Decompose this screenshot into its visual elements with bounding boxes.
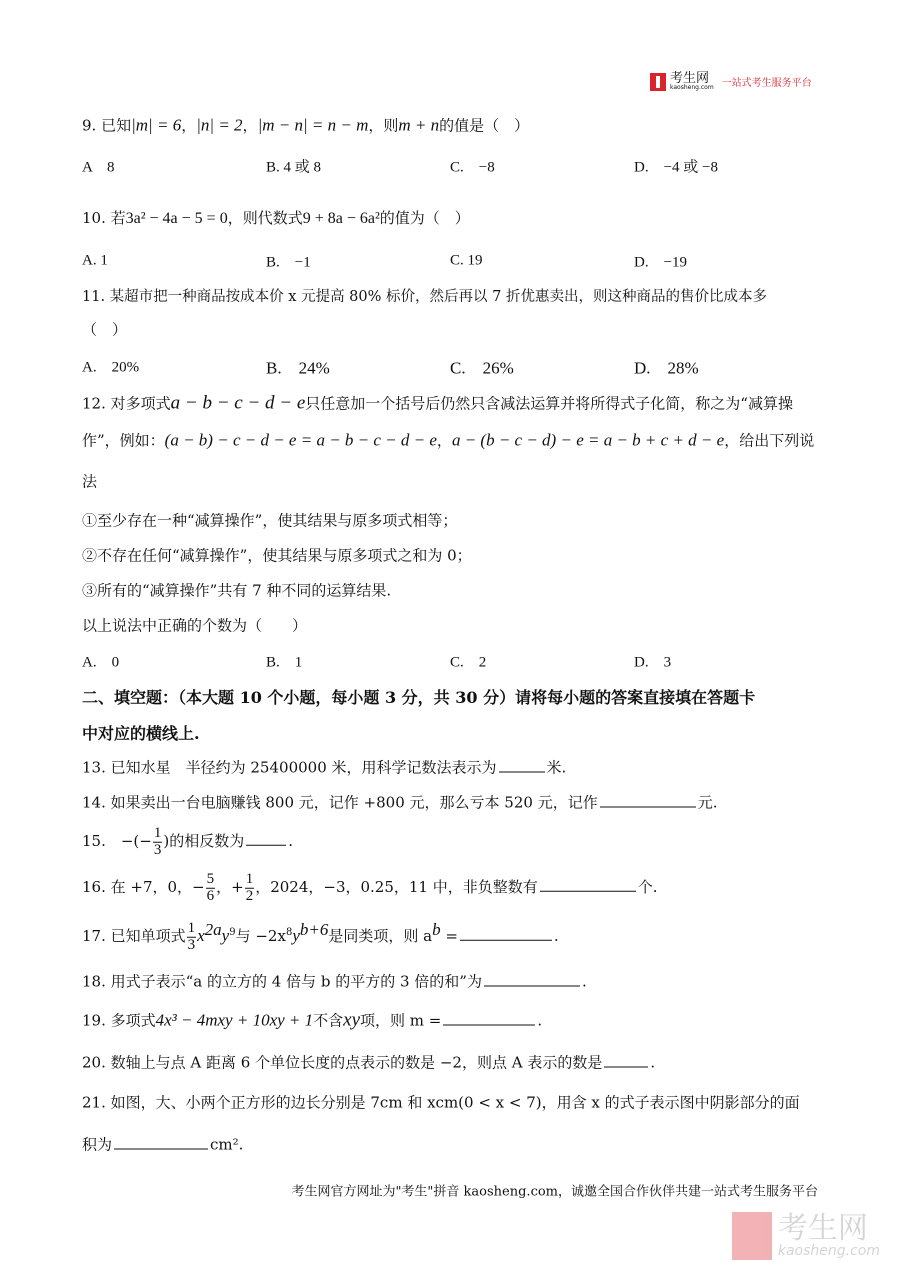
watermark-brand: 考生网	[777, 1211, 868, 1246]
q9-option-c: C. −8	[450, 159, 495, 176]
q9-option-d: D. −4 或 −8	[634, 159, 719, 176]
q15-fraction	[153, 826, 163, 859]
q19-mid: 不含	[313, 1011, 344, 1030]
q15-post: )的相反数为	[163, 832, 245, 850]
q12-polynomial: a − b − c − d − e	[170, 392, 306, 414]
kaosheng-logo-icon	[650, 73, 666, 91]
q12-line2-post: ，给出下列说	[724, 431, 815, 450]
q11-option-a: A. 20%	[82, 359, 140, 376]
q10-option-c: C. 19	[450, 252, 483, 269]
q12-example-line	[82, 432, 814, 449]
watermark	[732, 1212, 880, 1260]
question-10	[82, 211, 470, 227]
q12-pre: 12. 对多项式	[82, 394, 171, 413]
answer-blank	[604, 1066, 648, 1068]
q17-y: y	[221, 926, 230, 945]
answer-blank	[540, 890, 636, 892]
q11-option-d: D. 28%	[634, 358, 699, 378]
q17-mid: 与 −2x	[235, 927, 286, 945]
q9-sep: ，	[181, 116, 197, 135]
q13-text: 13. 已知水星 半径约为 25400000 米，用科学记数法表示为	[82, 758, 497, 777]
q15-pre: 15. −(−	[82, 832, 152, 850]
q17-eq: =	[440, 927, 458, 945]
q12-option-c: C. 2	[450, 654, 487, 671]
fraction-numerator: 1	[187, 919, 196, 936]
q10-option-d: D. −19	[634, 254, 688, 271]
q12-example-1: (a − b) − c − d − e = a − b − c − d − e	[164, 430, 437, 450]
q16-post: ，2024，−3，0.25，11 中，非负整数有	[255, 878, 538, 896]
question-13	[82, 758, 567, 777]
brand-domain: kaosheng.com	[670, 84, 714, 91]
q12-statement-2: ②不存在任何“减算操作”，使其结果与原多项式之和为 0；	[82, 546, 472, 565]
q14-post: 元.	[697, 793, 718, 812]
q19-post: 项，则 m =	[360, 1011, 442, 1030]
q16-fraction-1	[206, 872, 216, 905]
q9-option-a: A 8	[82, 159, 115, 176]
q16-end: 个.	[637, 878, 658, 896]
q19-end: .	[537, 1011, 543, 1030]
q18-end: .	[581, 972, 587, 991]
q15-end: .	[288, 832, 293, 850]
q12-ask: 以上说法中正确的个数为（ ）	[82, 616, 308, 635]
section-2-heading: 二、填空题：（本大题 10 个小题，每小题 3 分，共 30 分）请将每小题的答案直接填在答题卡	[82, 688, 756, 707]
q12-example-2: a − (b − c − d) − e = a − b + c + d − e	[451, 430, 725, 450]
q17-x2-exp: 8	[285, 927, 293, 938]
q11-option-c: C. 26%	[450, 358, 514, 378]
question-20	[82, 1053, 656, 1072]
q17-x-exp: 2a	[204, 920, 222, 939]
q17-end: .	[553, 927, 559, 945]
q13-post: 米.	[546, 758, 567, 777]
q9-pre: 9. 已知	[82, 116, 132, 135]
q17-post: 是同类项，则 a	[328, 927, 433, 945]
watermark-logo-icon	[732, 1212, 772, 1260]
answer-blank	[484, 985, 580, 987]
question-19	[82, 1011, 542, 1030]
q9-post: 的值是（ ）	[439, 116, 530, 135]
q9-expr: m + n	[398, 115, 440, 135]
section-2-heading-cont: 中对应的横线上.	[82, 724, 200, 743]
fraction-numerator: 5	[206, 870, 215, 887]
fraction-denominator: 6	[206, 887, 215, 904]
q12-option-d: D. 3	[634, 654, 672, 671]
q21-line2	[82, 1135, 244, 1154]
q12-statement-1: ①至少存在一种“减算操作”，使其结果与原多项式相等；	[82, 511, 458, 530]
answer-blank	[499, 771, 545, 773]
q20-text: 20. 数轴上与点 A 距离 6 个单位长度的点表示的数是 −2，则点 A 表示的数是	[82, 1053, 603, 1072]
q17-a-exp: b	[432, 920, 441, 939]
q10-option-b: B. −1	[266, 254, 311, 271]
q12-line1: 只任意加一个括号后仍然只含减法运算并将所得式子化简，称之为“减算操	[305, 394, 793, 413]
q9-cond1: |m| = 6	[131, 115, 182, 135]
header-slogan: 一站式考生服务平台	[721, 78, 812, 89]
q18-text: 18. 用式子表示“a 的立方的 4 倍与 b 的平方的 3 倍的和”为	[82, 972, 482, 991]
q11-option-b: B. 24%	[266, 358, 330, 378]
q21-unit: cm².	[210, 1135, 244, 1154]
q20-end: .	[650, 1053, 656, 1072]
q21-line2-text: 积为	[82, 1135, 113, 1154]
fraction-numerator: 1	[245, 870, 254, 887]
q19-xy: xy	[343, 1009, 361, 1031]
q17-x: x	[197, 926, 205, 945]
brand-name	[670, 72, 714, 91]
fraction-denominator: 3	[153, 841, 162, 858]
question-11: 11. 某超市把一种商品按成本价 x 元提高 80% 标价，然后再以 7 折优惠卖出，则这种商品的售价比成本多	[82, 288, 767, 305]
q9-cond3: |m − n| = n − m	[257, 115, 369, 135]
q12-line3: 法	[82, 472, 98, 491]
fraction-numerator: 1	[153, 824, 162, 841]
q19-expr: 4x³ − 4mxy + 10xy + 1	[155, 1010, 314, 1030]
q19-pre: 19. 多项式	[82, 1011, 156, 1030]
question-21: 21. 如图，大、小两个正方形的边长分别是 7cm 和 xcm(0 < x < 7)，用含 x 的式子表示图中阴影部分的面	[82, 1093, 800, 1112]
answer-blank	[460, 939, 552, 941]
question-17	[82, 921, 559, 954]
q12-option-b: B. 1	[266, 654, 303, 671]
q12-statement-3: ③所有的“减算操作”共有 7 种不同的运算结果.	[82, 581, 392, 600]
question-16	[82, 872, 658, 905]
answer-blank	[114, 1148, 208, 1150]
q14-text: 14. 如果卖出一台电脑赚钱 800 元，记作 +800 元，那么亏本 520 元，记作	[82, 793, 598, 812]
q16-pre: 16. 在 +7，0，−	[82, 878, 205, 896]
header-logo	[650, 72, 812, 91]
q9-cond2: |n| = 2	[196, 115, 243, 135]
q9-mid: ，则	[368, 116, 399, 135]
question-9	[82, 117, 529, 134]
q17-y2: y	[292, 926, 300, 945]
q17-fraction	[187, 921, 197, 954]
q17-y-exp: 9	[229, 927, 236, 938]
q16-fraction-2	[245, 872, 255, 905]
fraction-denominator: 3	[187, 936, 196, 953]
q12-sep: ，	[436, 431, 452, 450]
q17-y2-exp: b+6	[299, 920, 329, 939]
q10-expr: 9 + 8a − 6a²	[302, 210, 380, 227]
q10-pre: 10. 若	[82, 209, 126, 227]
question-15	[82, 826, 293, 859]
q10-option-a: A. 1	[82, 252, 108, 269]
q11-paren: （ ）	[82, 320, 128, 339]
answer-blank	[443, 1024, 535, 1026]
q9-sep: ，	[242, 116, 258, 135]
q17-pre: 17. 已知单项式	[82, 927, 186, 945]
footer-text: 考生网官方网址为"考生"拼音 kaosheng.com，诚邀全国合作伙伴共建一站式考生服务平台	[291, 1184, 818, 1200]
question-12	[82, 394, 793, 413]
fraction-denominator: 2	[245, 887, 254, 904]
q16-mid: ，+	[216, 878, 244, 896]
q12-option-a: A. 0	[82, 654, 120, 671]
q10-post: 的值为（ ）	[379, 209, 470, 227]
brand-text: 考生网	[670, 71, 710, 86]
q9-option-b: B. 4 或 8	[266, 159, 322, 176]
q10-equation: 3a² − 4a − 5 = 0	[125, 210, 228, 227]
q10-mid: ，则代数式	[227, 209, 303, 227]
question-18	[82, 972, 587, 991]
answer-blank	[246, 844, 286, 846]
answer-blank	[600, 806, 696, 808]
watermark-domain: kaosheng.com	[777, 1243, 880, 1259]
question-14	[82, 793, 718, 812]
q12-line2-pre: 作”，例如：	[82, 431, 165, 450]
